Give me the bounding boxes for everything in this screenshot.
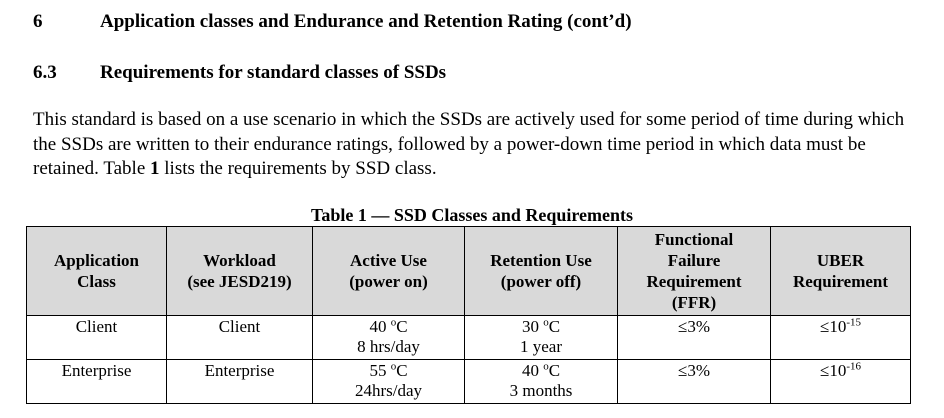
cell-active-use: 40 $^o$C 8 hrs/day xyxy=(313,316,465,360)
cell-uber: $\le 10^{-15}$ xyxy=(771,316,911,360)
header-retention-use: Retention Use (power off) xyxy=(465,227,618,316)
paragraph-table-ref: 1 xyxy=(150,158,160,179)
section-number: 6 xyxy=(33,11,43,32)
cell-ffr: ≤3% xyxy=(618,316,771,360)
header-application-class: Application Class xyxy=(27,227,167,316)
cell-application-class: Client xyxy=(27,316,167,360)
cell-workload: Client xyxy=(167,316,313,360)
cell-ffr: ≤3% xyxy=(618,360,771,404)
table-caption: Table 1 — SSD Classes and Requirements xyxy=(310,205,634,225)
subsection-number: 6.3 xyxy=(33,62,57,83)
section-title: Application classes and Endurance and Retention Rating (cont’d) xyxy=(100,11,632,32)
subsection-title: Requirements for standard classes of SSDs xyxy=(100,62,447,83)
table-row xyxy=(27,360,911,404)
ssd-requirements-table xyxy=(26,226,911,404)
header-workload: Workload (see JESD219) xyxy=(167,227,313,316)
cell-application-class: Enterprise xyxy=(27,360,167,404)
header-uber: UBER Requirement xyxy=(771,227,911,316)
body-paragraph xyxy=(33,108,913,182)
cell-retention-use: 40 $^o$C 3 months xyxy=(465,360,618,404)
cell-retention-use: 30 $^o$C 1 year xyxy=(465,316,618,360)
table-header-row xyxy=(27,227,911,316)
cell-active-use: 55 $^o$C 24hrs/day xyxy=(313,360,465,404)
header-active-use: Active Use (power on) xyxy=(313,227,465,316)
cell-workload: Enterprise xyxy=(167,360,313,404)
cell-uber: $\le 10^{-16}$ xyxy=(771,360,911,404)
paragraph-text-before: This standard is based on a use scenario in which the SSDs are actively used for some period of time during which the SSDs are written to their endurance ratings, followed by a power-down time period in which data must be retained. Table xyxy=(33,109,905,179)
table-row xyxy=(27,316,911,360)
header-ffr: Functional Failure Requirement (FFR) xyxy=(618,227,771,316)
paragraph-text-after: lists the requirements by SSD class. xyxy=(159,158,437,179)
